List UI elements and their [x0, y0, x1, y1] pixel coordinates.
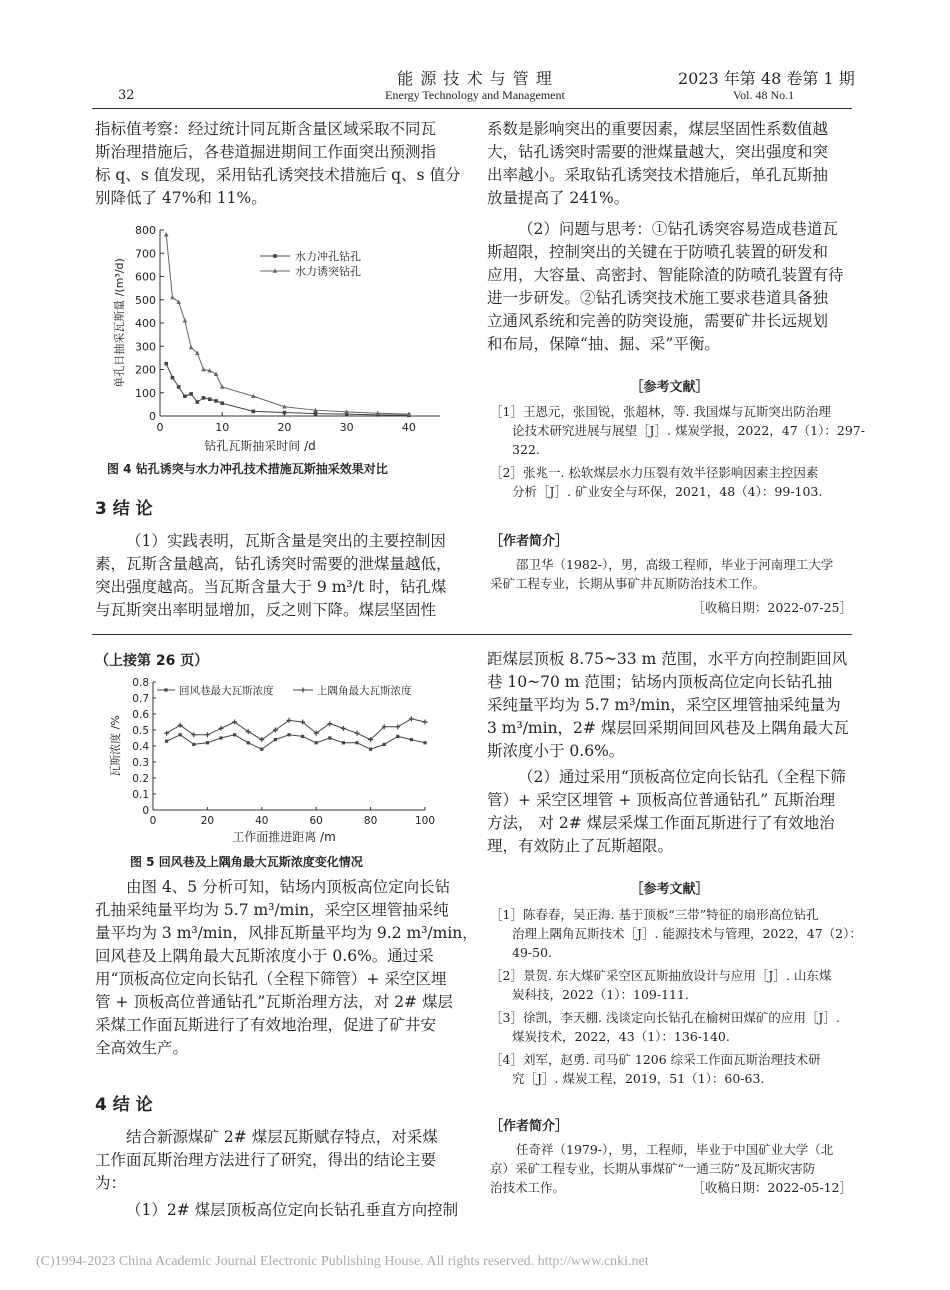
reference-line: ［1］陈春春，吴正海. 基于顶板“三带”特征的扇形高位钻孔: [490, 907, 819, 922]
reference-line: 论技术研究进展与展望［J］. 煤炭学报，2022，47（1）：297-: [512, 423, 865, 438]
data-point: [201, 367, 206, 371]
y-tick-label: 0: [142, 805, 149, 817]
reference-line: 治理上隅角瓦斯技术［J］. 能源技术与管理，2022，47（2）：: [512, 926, 862, 941]
top-left-paragraph: [95, 118, 460, 210]
y-tick-label: 0.2: [132, 773, 149, 785]
issue-en: Vol. 48 No.1: [733, 88, 795, 102]
text-line: 指标值考察：经过统计同瓦斯含量区域采取不同瓦: [95, 120, 437, 138]
text-line: 管 + 顶板高位普通钻孔”瓦斯治理方法，对 2# 煤层: [95, 993, 453, 1011]
figure-4-caption: 图 4 钻孔诱突与水力冲孔技术措施瓦斯抽采效果对比: [107, 462, 388, 476]
data-point: [177, 385, 181, 389]
legend-label: 上隅角最大瓦斯浓度: [317, 685, 412, 697]
text-line: 应用，大容量、高密封、智能除渣的防喷孔装置有待: [487, 266, 844, 284]
x-tick-label: 40: [255, 815, 269, 827]
top-right-paragraph-1: [487, 118, 852, 210]
author-bottom-title: ［作者简介］: [490, 1119, 569, 1134]
text-line: 工作面瓦斯治理方法进行了研究，得出的结论主要: [95, 1151, 437, 1169]
data-point: [220, 401, 224, 405]
text-line: 用“顶板高位定向长钻孔（全程下筛管）+ 采空区埋: [95, 970, 447, 988]
data-point: [176, 300, 181, 304]
refs-bottom-title: ［参考文献］: [630, 882, 709, 897]
text-line: 立通风系统和完善的防突设施，需要矿井长远规划: [487, 312, 829, 330]
data-point: [395, 724, 400, 729]
y-tick-label: 600: [135, 270, 156, 284]
legend-marker: [273, 254, 277, 258]
x-axis-label: 钻孔瓦斯抽采时间 /d: [204, 439, 316, 453]
text-line: 放量提高了 241%。: [487, 189, 630, 207]
journal-title-cn: 能 源 技 术 与 管 理: [397, 69, 553, 88]
reference-line: 究［J］. 煤炭工程，2019，51（1）：60-63.: [512, 1071, 765, 1086]
received-date-top: ［收稿日期：2022-07-25］: [692, 600, 852, 615]
legend-label: 回风巷最大瓦斯浓度: [179, 685, 274, 697]
x-tick-label: 30: [339, 421, 354, 434]
y-tick-label: 0.8: [132, 677, 149, 689]
reference-item: [490, 1008, 855, 1046]
data-point: [205, 732, 210, 737]
data-point: [247, 741, 250, 744]
text-line: （2）问题与思考：①钻孔诱突容易造成巷道瓦: [518, 220, 838, 238]
series-line: [167, 735, 425, 749]
text-line: 理，有效防止了瓦斯超限。: [487, 837, 674, 855]
data-point: [396, 735, 399, 738]
text-line: （2）通过采用“顶板高位定向长钻孔（全程下筛: [518, 768, 846, 786]
refs-top-list: [490, 402, 865, 505]
text-line: 系数是影响突出的重要因素，煤层坚固性系数值越: [487, 120, 829, 138]
reference-line: ［1］王恩元，张国锐，张超林，等. 我国煤与瓦斯突出防治理: [490, 404, 831, 419]
series-line: [166, 364, 409, 416]
data-point: [274, 738, 277, 741]
text-line: 斯浓度小于 0.6%。: [487, 742, 625, 760]
y-tick-label: 0.5: [132, 725, 149, 737]
y-tick-label: 0.7: [132, 693, 149, 705]
data-point: [409, 716, 414, 721]
reference-line: ［2］张兆一. 松软煤层水力压裂有效半径影响因素主控因素: [490, 465, 819, 480]
bio-line: 邵卫华（1982-），男，高级工程师，毕业于河南理工大学: [516, 557, 834, 572]
data-point: [196, 400, 200, 404]
data-point: [183, 318, 188, 322]
data-point: [189, 392, 193, 396]
data-point: [423, 741, 426, 744]
data-point: [369, 748, 372, 751]
text-line: 大，钻孔诱突时需要的泄煤量越大，突出强度和突: [487, 143, 829, 161]
data-point: [164, 362, 168, 366]
text-line: 斯超限，控制突出的关键在于防喷孔装置的研发和: [487, 243, 829, 261]
text-line: 量平均为 3 m³/min，风排瓦斯量平均为 9.2 m³/min，: [95, 924, 478, 942]
data-point: [283, 411, 287, 415]
text-line: 孔抽采纯量平均为 5.7 m³/min，采空区埋管抽采纯: [95, 901, 449, 919]
continued-note: （上接第 26 页）: [95, 653, 209, 669]
data-point: [219, 726, 224, 731]
bottom-left-paragraph: [95, 876, 478, 1060]
x-axis-label: 工作面推进距离 /m: [232, 830, 336, 844]
bio-line: 治技术工作。: [490, 1180, 566, 1195]
reference-line: ［2］景贺. 东大煤矿采空区瓦斯抽放设计与应用［J］. 山东煤: [490, 968, 832, 983]
y-tick-label: 0.4: [132, 741, 149, 753]
bottom-right-paragraph-2: [487, 766, 852, 858]
text-line: 素，瓦斯含量越高，钻孔诱突时需要的泄煤量越低，: [95, 555, 452, 573]
x-tick-label: 100: [414, 815, 436, 827]
text-line: 回风巷及上隅角最大瓦斯浓度小于 0.6%。通过采: [95, 947, 434, 965]
reference-item: [490, 402, 865, 459]
series-line: [167, 719, 425, 740]
y-tick-label: 700: [135, 247, 156, 261]
data-point: [423, 720, 428, 725]
reference-item: [490, 966, 855, 1004]
data-point: [164, 731, 169, 736]
y-tick-label: 0.1: [132, 789, 149, 801]
y-tick-label: 400: [135, 317, 156, 330]
text-line: 结合新源煤矿 2# 煤层瓦斯赋存特点，对采煤: [126, 1128, 438, 1146]
bio-line: 采矿工程专业，长期从事矿井瓦斯防治技术工作。: [490, 576, 766, 591]
reference-line: 分析［J］. 矿业安全与环保，2021，48（4）：99-103.: [512, 484, 823, 499]
text-line: 突出强度越高。当瓦斯含量大于 9 m³/t 时，钻孔煤: [95, 578, 447, 596]
y-tick-label: 100: [135, 386, 156, 400]
article-divider: [92, 634, 852, 635]
data-point: [314, 412, 318, 416]
y-tick-label: 0.6: [132, 709, 149, 721]
text-line: 出率越小。采取钻孔诱突技术措施后，单孔瓦斯抽: [487, 166, 829, 184]
reference-line: 49-50.: [512, 945, 553, 960]
y-tick-label: 0.3: [132, 757, 149, 769]
section-3-paragraph: [95, 530, 460, 622]
footer-copyright: (C)1994-2023 China Academic Journal Electronic Publishing House. All rights reserved. http://www.cnki.net: [36, 1254, 649, 1269]
x-tick-label: 40: [401, 421, 416, 434]
text-line: （1）实践表明，瓦斯含量是突出的主要控制因: [126, 532, 446, 550]
data-point: [206, 741, 209, 744]
legend-label: 水力诱突钻孔: [295, 265, 361, 278]
data-point: [252, 410, 256, 414]
text-line: 巷 10~70 m 范围；钻场内顶板高位定向长钻孔抽: [487, 673, 833, 691]
data-point: [301, 735, 304, 738]
y-tick-label: 300: [135, 340, 156, 354]
reference-item: [490, 905, 862, 962]
text-line: 为：: [95, 1174, 127, 1192]
bio-line: 任奇祥（1979-），男，工程师，毕业于中国矿业大学（北: [516, 1142, 834, 1157]
y-tick-label: 500: [135, 293, 156, 307]
data-point: [170, 295, 175, 299]
data-point: [192, 743, 195, 746]
data-point: [260, 748, 263, 751]
text-line: 3 m³/min，2# 煤层回采期间回风巷及上隅角最大瓦: [487, 719, 849, 737]
refs-bottom-list: [490, 905, 862, 1092]
section-4-title: 4 结 论: [95, 1095, 153, 1115]
x-tick-label: 0: [149, 815, 157, 827]
author-top-bio: [490, 555, 855, 593]
reference-line: ［3］徐凯，李天棚. 浅谈定向长钻孔在榆树田煤矿的应用［J］.: [490, 1010, 840, 1025]
data-point: [355, 741, 358, 744]
data-point: [220, 384, 225, 388]
text-line: 斯治理措施后，各巷道掘进期间工作面突出预测指: [95, 143, 437, 161]
journal-title-en: Energy Technology and Management: [385, 88, 565, 102]
y-tick-label: 200: [135, 363, 156, 377]
data-point: [383, 743, 386, 746]
bottom-right-paragraph-1: [487, 648, 852, 763]
data-point: [342, 741, 345, 744]
header-rule: [92, 108, 852, 109]
text-line: 方法， 对 2# 煤层采煤工作面瓦斯进行了有效地治: [487, 814, 835, 832]
text-line: 采纯量平均为 5.7 m³/min，采空区埋管抽采纯量为: [487, 696, 841, 714]
series-line: [166, 235, 409, 414]
x-tick-label: 20: [277, 421, 292, 434]
y-axis-label: 单孔日抽采瓦斯量 /(m³/d): [113, 258, 126, 388]
reference-line: 炭科技，2022（1）：109-111.: [512, 987, 689, 1002]
data-point: [410, 738, 413, 741]
figure-5-chart: [95, 672, 460, 848]
x-tick-label: 20: [200, 815, 215, 827]
figure-4-chart: [95, 220, 460, 460]
text-line: 进一步研发。②钻孔诱突技术施工要求巷道具备独: [487, 289, 829, 307]
data-point: [219, 736, 222, 739]
reference-line: 322.: [512, 442, 540, 457]
reference-line: ［4］刘军，赵勇. 司马矿 1206 综采工作面瓦斯治理技术研: [490, 1052, 821, 1067]
data-point: [202, 396, 206, 400]
legend-marker: [301, 688, 306, 693]
section-3-title: 3 结 论: [95, 499, 153, 519]
text-line: 全高效生产。: [95, 1039, 189, 1057]
x-tick-label: 10: [215, 421, 230, 434]
text-line: 别降低了 47%和 11%。: [95, 189, 267, 207]
data-point: [355, 731, 360, 736]
page-number: 32: [118, 88, 135, 103]
issue-cn: 2023 年第 48 卷第 1 期: [678, 69, 855, 88]
text-line: 距煤层顶板 8.75~33 m 范围，水平方向控制距回风: [487, 650, 848, 668]
section-4-paragraph: [95, 1126, 460, 1195]
data-point: [189, 345, 194, 349]
x-tick-label: 60: [309, 815, 323, 827]
reference-item: [490, 463, 855, 501]
data-point: [164, 232, 169, 236]
data-point: [208, 397, 212, 401]
legend-label: 水力冲孔钻孔: [295, 250, 361, 263]
data-point: [183, 394, 187, 398]
y-tick-label: 0: [149, 410, 156, 423]
bio-line: 京）采矿工程专业，长期从事煤矿“一通三防”及瓦斯灾害防: [490, 1161, 816, 1176]
y-axis-label: 瓦斯浓度 /%: [109, 715, 122, 777]
top-right-paragraph-2: [487, 218, 852, 356]
figure-5-caption: 图 5 回风巷及上隅角最大瓦斯浓度变化情况: [130, 855, 363, 869]
text-line: 由图 4、5 分析可知，钻场内顶板高位定向长钻: [126, 878, 451, 896]
y-tick-label: 800: [135, 224, 156, 237]
data-point: [328, 736, 331, 739]
text-line: 与瓦斯突出率明显增加，反之则下降。煤层坚固性: [95, 601, 437, 619]
reference-item: [490, 1050, 855, 1088]
x-tick-label: 80: [363, 815, 378, 827]
legend-marker: [164, 688, 167, 691]
data-point: [179, 733, 182, 736]
reference-line: 煤炭技术，2022，43（1）：136-140.: [512, 1029, 730, 1044]
text-line: 和布局，保障“抽、掘、采”平衡。: [487, 335, 720, 353]
text-line: 管）+ 采空区埋管 + 顶板高位普通钻孔” 瓦斯治理: [487, 791, 836, 809]
data-point: [287, 733, 290, 736]
x-tick-label: 0: [156, 421, 164, 434]
data-point: [315, 741, 318, 744]
text-line: 采煤工作面瓦斯进行了有效地治理，促进了矿井安: [95, 1016, 437, 1034]
section-4-paragraph-2: （1）2# 煤层顶板高位定向长钻孔垂直方向控制: [126, 1201, 459, 1219]
data-point: [341, 726, 346, 731]
data-point: [171, 376, 175, 380]
text-line: 标 q、s 值发现，采用钻孔诱突技术措施后 q、s 值分: [95, 166, 461, 184]
data-point: [165, 740, 168, 743]
data-point: [214, 399, 218, 403]
data-point: [233, 733, 236, 736]
refs-top-title: ［参考文献］: [630, 380, 709, 395]
received-date-bottom: ［收稿日期：2022-05-12］: [692, 1180, 852, 1195]
author-top-title: ［作者简介］: [490, 534, 569, 549]
